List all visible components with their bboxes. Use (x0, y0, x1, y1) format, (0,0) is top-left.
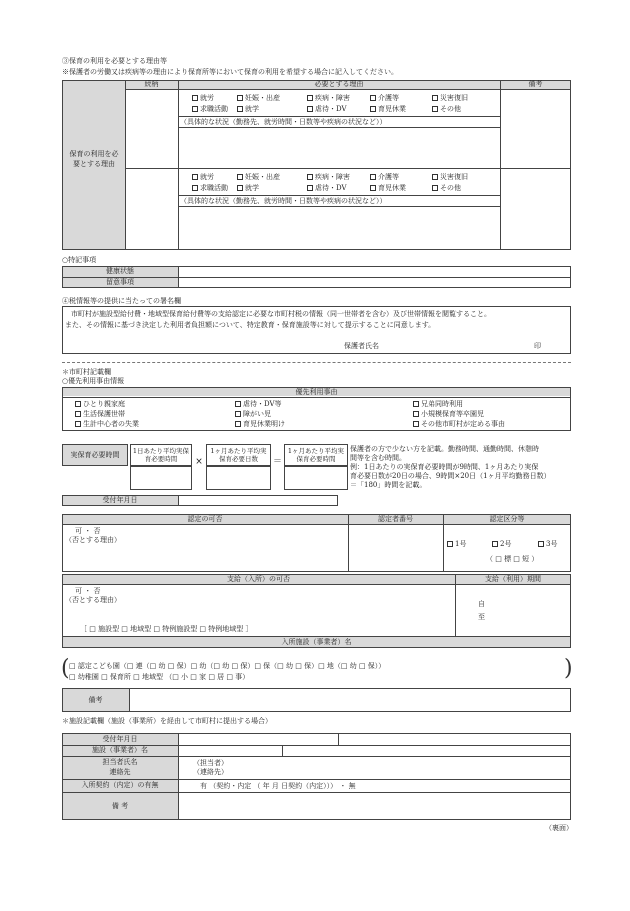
facility-remarks-field[interactable] (179, 793, 570, 819)
priority-title: ○優先利用事由情報 (62, 377, 125, 385)
monthly-days-label-wrap (206, 444, 271, 466)
priority-welfare[interactable]: 生活保護世帯 (75, 410, 125, 419)
checkbox[interactable] (235, 411, 241, 417)
contract-label: 入所契約（内定）の有無 (81, 781, 159, 790)
class-1[interactable]: 1号 (447, 540, 466, 549)
checkbox[interactable] (307, 174, 313, 180)
payment-approval-options[interactable]: 可 ・ 否 (75, 587, 101, 595)
checkbox[interactable] (237, 95, 243, 101)
reason1-kyushoku[interactable]: 求職活動 (192, 105, 228, 114)
guardian-name-field[interactable] (390, 340, 530, 350)
reason1-shippei[interactable]: 疾病・障害 (307, 94, 350, 103)
right-paren-icon: ) (564, 656, 573, 681)
cert-reject-reason-label: （否とする理由） (65, 536, 121, 544)
cert-class-header: 認定区分等 (489, 514, 525, 523)
reason2-ninshin[interactable]: 妊娠・出産 (237, 173, 280, 182)
guardian-name-label: 保護者氏名 (344, 342, 379, 350)
reason1-shugaku[interactable]: 就学 (237, 105, 259, 114)
period-to-label: 至 (478, 613, 485, 621)
class-3[interactable]: 3号 (538, 540, 557, 549)
priority-header: 優先利用事由 (295, 387, 338, 396)
calc-note-3: 例：1日あたりの実保育必要時間が9時間、1ヶ月あたり実保 (350, 463, 539, 471)
reason-row-label (66, 140, 122, 180)
reason2-shippei[interactable]: 疾病・障害 (307, 173, 350, 182)
checkbox[interactable] (432, 106, 438, 112)
checkbox[interactable] (75, 401, 81, 407)
section3-title: ③保育の利用を必要とする理由等 (62, 57, 167, 65)
payment-period-header: 支給（利用）期間 (485, 574, 541, 583)
reason2-ikuji[interactable]: 育児休業 (370, 184, 406, 193)
reason1-detail-label: （具体的な状況（勤務先、就労時間・日数等や疾病の状況など）） (180, 118, 387, 126)
reason2-other[interactable]: その他 (432, 184, 461, 193)
monthly-hours-label-wrap (284, 444, 348, 466)
priority-childcare-leave[interactable]: 育児休業明け (235, 420, 285, 429)
facility-section-title: ＊施設記載欄（施設（事業所）を経由して市町村に提出する場合） (62, 717, 272, 725)
checkbox[interactable] (192, 185, 198, 191)
calc-note-2: 間等を含む時間。 (350, 454, 406, 462)
cert-approval-options[interactable]: 可 ・ 否 (75, 527, 101, 535)
reason2-kaigo[interactable]: 介護等 (370, 173, 399, 182)
notes-label: 留意事項 (106, 278, 134, 287)
checkbox[interactable] (432, 95, 438, 101)
checkbox[interactable] (413, 401, 419, 407)
checkbox[interactable] (370, 95, 376, 101)
consent-line2: また、その情報に基づき決定した利用者負担額について、特定教育・保育施設等に対して提示することに同意します。 (65, 321, 436, 329)
blank-area (338, 734, 570, 745)
reason2-shugaku[interactable]: 就学 (237, 184, 259, 193)
remarks-field[interactable] (130, 689, 570, 711)
contact-value[interactable]: （連絡先） (193, 768, 228, 776)
facility-kind-line1[interactable]: □ 認定こども園（□ 連（□ 幼 □ 保）□ 幼（□ 幼 □ 保）□ 保（□ 幼 □ 保）□ 地（□ 幼 □ 保）） (69, 662, 386, 670)
payment-reject-reason-label: （否とする理由） (65, 596, 121, 604)
calc-note-5: ＝「180」時間を記載。 (350, 481, 427, 489)
checkbox[interactable] (307, 95, 313, 101)
reason2-detail-label: （具体的な状況（勤務先、就労時間・日数等や疾病の状況など）） (180, 197, 387, 205)
monthly-hours-label: 1ヶ月あたり平均実保育必要時間 (287, 446, 345, 463)
checkbox[interactable] (413, 421, 419, 427)
checkbox[interactable] (538, 541, 544, 547)
health-status-field[interactable] (179, 267, 570, 277)
approval-header: 認定の可否 (187, 514, 223, 523)
remarks-label: 備考 (88, 695, 103, 704)
left-paren-icon: ( (61, 656, 70, 681)
calc-note-4: 育必要日数が20日の場合、9時間×20日（1ヶ月平均勤務日数） (350, 472, 551, 480)
contact-label: 連絡先 (109, 768, 131, 777)
facility-name-field[interactable] (179, 746, 281, 755)
facility-kind-line2[interactable]: □ 幼稚園 □ 保育所 □ 地域型 （□ 小 □ 家 □ 居 □ 事） (69, 673, 250, 681)
checkbox[interactable] (432, 185, 438, 191)
checkbox[interactable] (75, 421, 81, 427)
checkbox[interactable] (235, 421, 241, 427)
col-relation-header: 続柄 (144, 80, 159, 89)
section4-title: ④税情報等の提供に当たっての署名欄 (62, 297, 181, 305)
priority-disability[interactable]: 障がい児 (235, 410, 271, 419)
priority-other[interactable]: その他市町村が定める事由 (413, 420, 505, 429)
priority-siblings[interactable]: 兄弟同時利用 (413, 400, 463, 409)
checkbox[interactable] (235, 401, 241, 407)
reason1-gyakutai[interactable]: 虐待・DV (307, 105, 347, 114)
reason1-other[interactable]: その他 (432, 105, 461, 114)
priority-abuse[interactable]: 虐待・DV等 (235, 400, 282, 409)
reason1-kaigo[interactable]: 介護等 (370, 94, 399, 103)
checkbox[interactable] (192, 174, 198, 180)
reason2-gyakutai[interactable]: 虐待・DV (307, 184, 347, 193)
person-name-label: 担当者氏名 (102, 758, 138, 767)
priority-small-graduate[interactable]: 小規模保育等卒園児 (413, 410, 484, 419)
checkbox[interactable] (370, 174, 376, 180)
certifier-number-field[interactable] (349, 525, 442, 571)
receipt-date-field[interactable] (179, 496, 337, 505)
checkbox[interactable] (237, 106, 243, 112)
cut-line (62, 362, 571, 363)
priority-unemployment[interactable]: 生計中心者の失業 (75, 420, 139, 429)
times-sign: × (195, 457, 203, 468)
daily-hours-label: 1日あたり平均実保育必要時間 (132, 446, 190, 463)
checkbox[interactable] (432, 174, 438, 180)
receipt-date-label: 受付年月日 (102, 496, 138, 505)
checkbox[interactable] (492, 541, 498, 547)
checkbox[interactable] (307, 185, 313, 191)
reason2-saigai[interactable]: 災害復旧 (432, 173, 468, 182)
reason1-shuro[interactable]: 就労 (192, 94, 214, 103)
reason1-ninshin[interactable]: 妊娠・出産 (237, 94, 280, 103)
standard-short-options[interactable]: （ □ 標 □ 短 ） (486, 555, 539, 563)
payment-approval-header: 支給（入所）の可否 (227, 574, 290, 583)
period-from-label: 自 (478, 600, 485, 608)
monthly-days-label: 1ヶ月あたり平均実保育必要日数 (210, 446, 267, 463)
checkbox[interactable] (413, 411, 419, 417)
class-2[interactable]: 2号 (492, 540, 511, 549)
priority-single-parent[interactable]: ひとり親家庭 (75, 400, 125, 409)
facility-receipt-label: 受付年月日 (102, 734, 138, 743)
back-side-label: （裏面） (545, 824, 573, 832)
checkbox[interactable] (237, 185, 243, 191)
facility-name-header: 入所施設（事業者）名 (281, 637, 352, 646)
monthly-hours-field[interactable] (284, 466, 348, 490)
certifier-number-header: 認定者番号 (378, 514, 413, 523)
equals-sign: ＝ (272, 457, 282, 468)
calc-note-1: 保護者の方で少ない方を記載。勤務時間、通勤時間、休憩時 (350, 445, 539, 453)
checkbox[interactable] (370, 106, 376, 112)
col-remarks-header: 備考 (528, 80, 543, 89)
facility-name-label: 施設（事業者）名 (92, 746, 148, 755)
reason1-saigai[interactable]: 災害復旧 (432, 94, 468, 103)
notes-field[interactable] (179, 278, 570, 288)
checkbox[interactable] (192, 95, 198, 101)
checkbox[interactable] (307, 106, 313, 112)
daily-hours-field[interactable] (130, 466, 192, 490)
reason2-shuro[interactable]: 就労 (192, 173, 214, 182)
checkbox[interactable] (447, 541, 453, 547)
health-status-label: 健康状態 (106, 267, 134, 276)
facility-receipt-field[interactable] (179, 734, 337, 744)
calc-label: 実保育必要時間 (70, 450, 120, 459)
section3-note: ※保護者の労働又は疾病等の理由により保育所等において保育の利用を希望する場合に記入してください。 (62, 68, 398, 76)
checkbox[interactable] (192, 106, 198, 112)
daily-hours-label-wrap (130, 444, 192, 466)
consent-line1: 市町村が施設型給付費・地域型保育給付費等の支給認定に必要な市町村税の情報（同一世帯者を含む）及び世帯情報を閲覧すること。 (71, 310, 491, 318)
checkbox[interactable] (75, 411, 81, 417)
reason2-kyushoku[interactable]: 求職活動 (192, 184, 228, 193)
monthly-days-field[interactable] (206, 466, 271, 490)
checkbox[interactable] (237, 174, 243, 180)
facility-remarks-label: 備 考 (111, 801, 129, 810)
municipal-title: ＊市町村記載欄 (62, 368, 111, 376)
seal-mark: 印 (534, 342, 541, 350)
contract-options[interactable]: 有 （契約・内定 （ 年 月 日契約（内定））） ・ 無 (200, 782, 356, 790)
reason1-ikuji[interactable]: 育児休業 (370, 105, 406, 114)
person-name-value[interactable]: （担当者） (193, 759, 228, 767)
special-notes-title: ○特記事項 (62, 256, 97, 264)
checkbox[interactable] (370, 185, 376, 191)
reason-row-label-text: 保育の利用を必要とする理由 (69, 150, 119, 168)
facility-type-options[interactable]: ［ □ 施設型 □ 地域型 □ 特例施設型 □ 特例地域型 ］ (80, 625, 253, 633)
col-reason-header: 必要とする理由 (314, 80, 364, 89)
